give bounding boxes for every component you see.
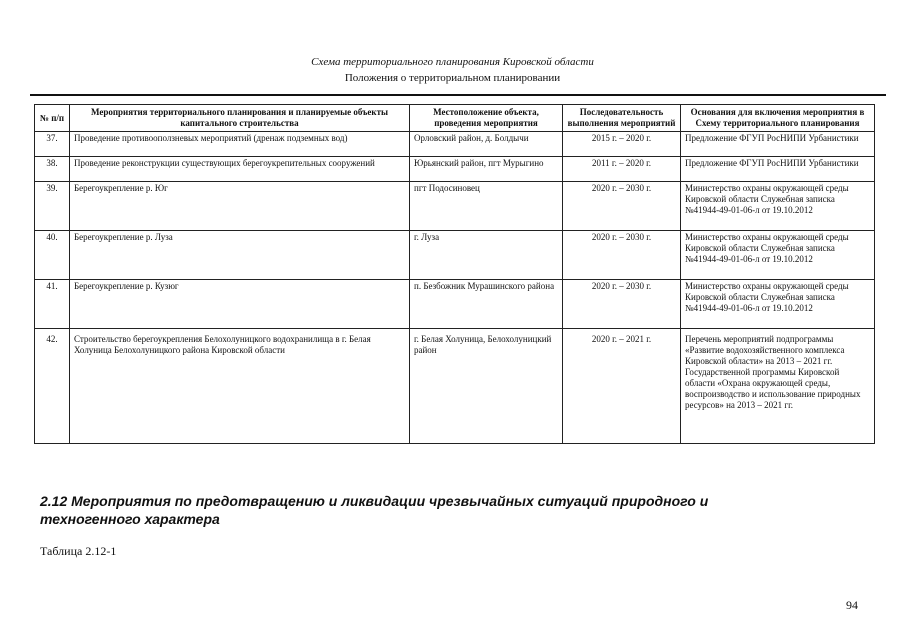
row-event: Берегоукрепление р. Кузюг — [70, 280, 410, 329]
row-period: 2015 г. – 2020 г. — [563, 132, 681, 157]
column-header-event: Мероприятия территориального планирования и планируемые объекты капитального строительства — [70, 105, 410, 132]
row-basis: Предложение ФГУП РосНИПИ Урбанистики — [681, 157, 875, 182]
table-row — [35, 157, 875, 182]
table-row — [35, 182, 875, 231]
document-title: Схема территориального планирования Кировской области — [311, 56, 594, 68]
row-location: п. Безбожник Мурашинского района — [410, 280, 563, 329]
column-header-period: Последовательность выполнения мероприятий — [563, 105, 681, 132]
row-basis: Перечень мероприятий подпрограммы «Развитие водохозяйственного комплекса Кировской области» на 2013 – 2021 гг. Государственной программы Кировской области «Охрана окружающей среды, воспроизводство и использование природных ресурсов» на 2013 – 2021 гг. — [681, 329, 875, 444]
table-header-row — [35, 105, 875, 132]
row-period: 2020 г. – 2030 г. — [563, 231, 681, 280]
column-header-basis: Основания для включения мероприятия в Схему территориального планирования — [681, 105, 875, 132]
row-basis: Министерство охраны окружающей среды Кировской области Служебная записка №41944-49-01-06-л от 19.10.2012 — [681, 231, 875, 280]
document-subtitle: Положения о территориальном планировании — [344, 72, 561, 84]
row-basis: Министерство охраны окружающей среды Кировской области Служебная записка №41944-49-01-06-л от 19.10.2012 — [681, 182, 875, 231]
row-basis: Министерство охраны окружающей среды Кировской области Служебная записка №41944-49-01-06-л от 19.10.2012 — [681, 280, 875, 329]
table-row — [35, 231, 875, 280]
section-heading: 2.12 Мероприятия по предотвращению и ликвидации чрезвычайных ситуаций природного и техногенного характера — [40, 493, 709, 527]
events-table — [34, 104, 875, 444]
table-row — [35, 329, 875, 444]
row-period: 2020 г. – 2021 г. — [563, 329, 681, 444]
row-period: 2020 г. – 2030 г. — [563, 182, 681, 231]
row-number: 39. — [35, 182, 70, 231]
row-period: 2011 г. – 2020 г. — [563, 157, 681, 182]
row-number: 41. — [35, 280, 70, 329]
row-location: Юрьянский район, пгт Мурыгино — [410, 157, 563, 182]
row-location: г. Луза — [410, 231, 563, 280]
row-number: 38. — [35, 157, 70, 182]
row-location: Орловский район, д. Болдычи — [410, 132, 563, 157]
header-divider — [30, 94, 886, 96]
row-event: Строительство берегоукрепления Белохолуницкого водохранилища в г. Белая Холуница Белохолуницкого района Кировской области — [70, 329, 410, 444]
row-number: 40. — [35, 231, 70, 280]
row-event: Берегоукрепление р. Луза — [70, 231, 410, 280]
column-header-location: Местоположение объекта, проведения мероприятия — [410, 105, 563, 132]
row-event: Проведение противооползневых мероприятий (дренаж подземных вод) — [70, 132, 410, 157]
row-basis: Предложение ФГУП РосНИПИ Урбанистики — [681, 132, 875, 157]
document-header — [0, 56, 905, 85]
page-number: 94 — [846, 598, 858, 612]
row-location: пгт Подосиновец — [410, 182, 563, 231]
row-period: 2020 г. – 2030 г. — [563, 280, 681, 329]
row-number: 42. — [35, 329, 70, 444]
row-event: Берегоукрепление р. Юг — [70, 182, 410, 231]
table-row — [35, 280, 875, 329]
column-header-number: № п/п — [35, 105, 70, 132]
row-number: 37. — [35, 132, 70, 157]
table-row — [35, 132, 875, 157]
row-location: г. Белая Холуница, Белохолуницкий район — [410, 329, 563, 444]
row-event: Проведение реконструкции существующих берегоукрепительных сооружений — [70, 157, 410, 182]
table-caption: Таблица 2.12-1 — [40, 544, 117, 558]
